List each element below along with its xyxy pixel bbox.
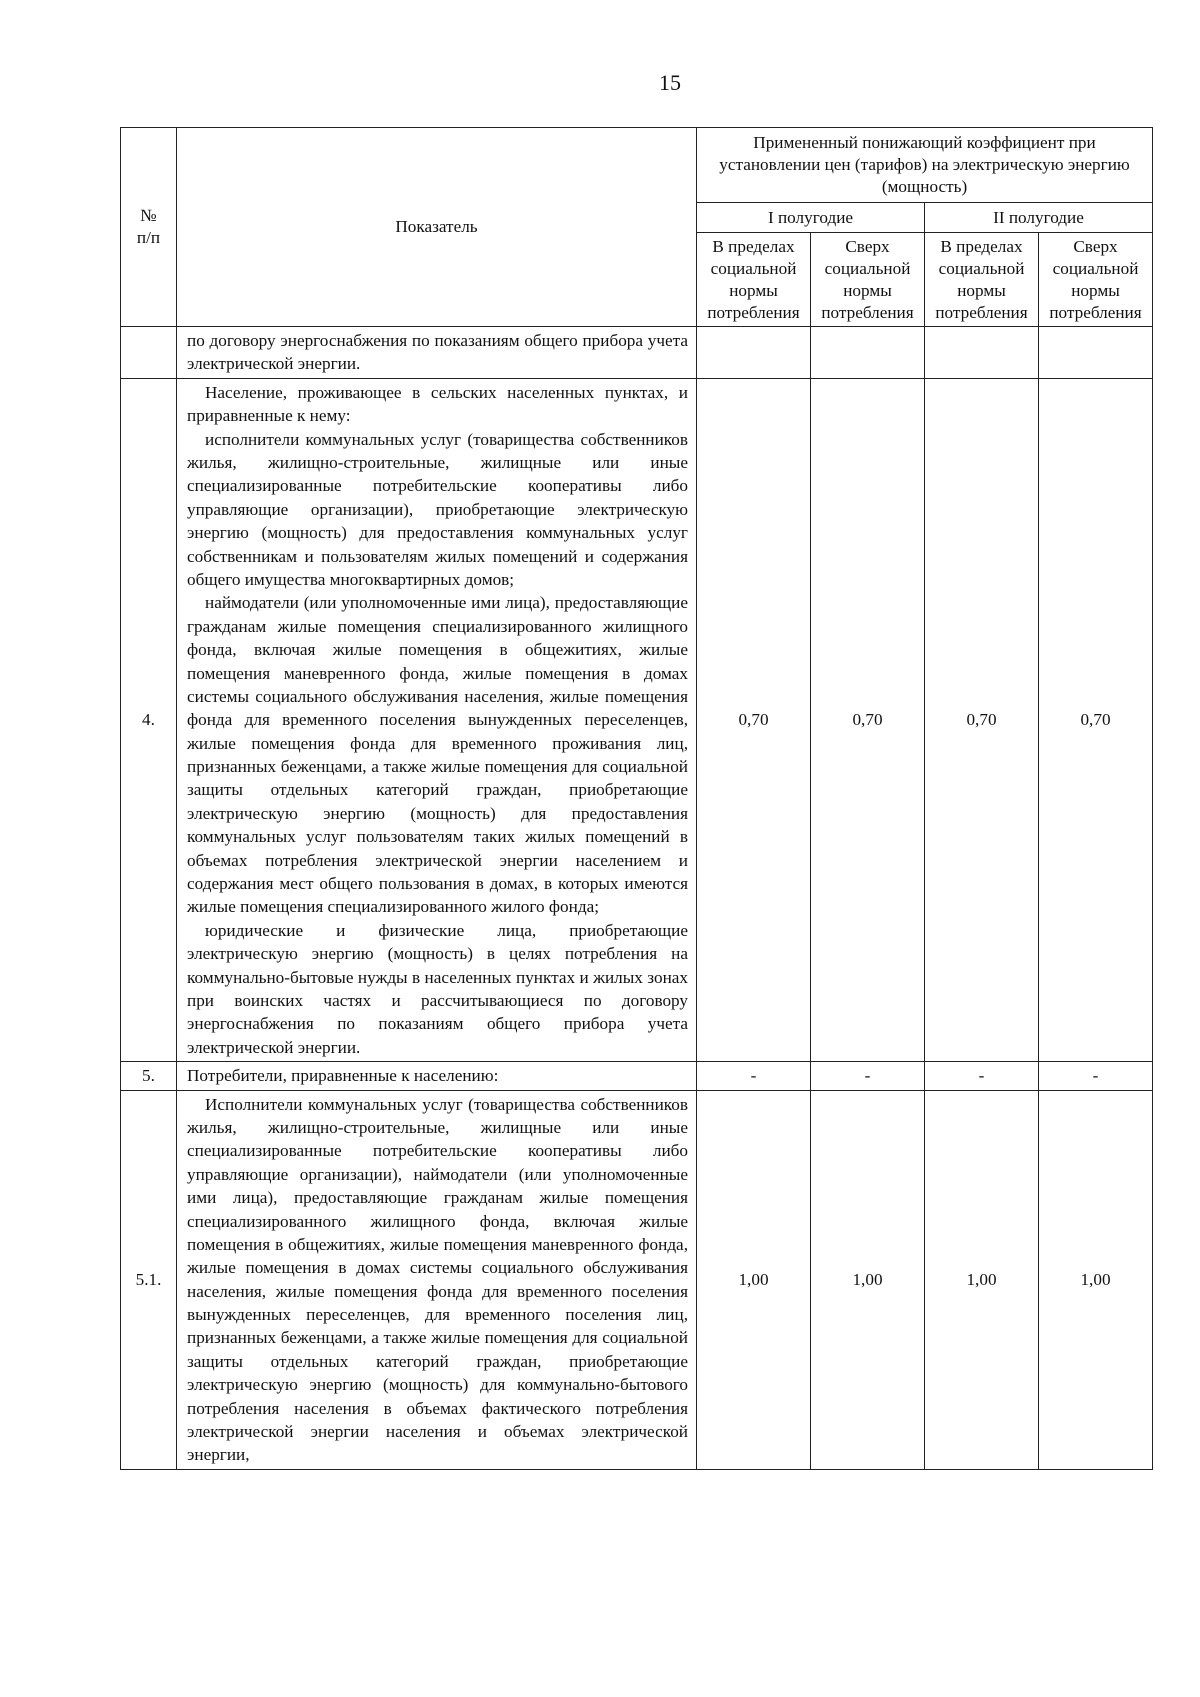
value-h1-within: 1,00 (697, 1090, 811, 1469)
table-row (121, 1090, 1153, 1469)
row-paragraph: наймодатели (или уполномоченные ими лица), предоставляющие гражданам жилые помещения специализированного жилищного фонда, включая жилые помещения в общежитиях, жилые помещения маневренного фонда, жилые помещения в домах системы социального обслуживания населения, жилые помещения фонда для временного поселения вынужденных переселенцев, жилые помещения фонда для временного проживания лиц, признанных беженцами, а также жилые помещения для социальной защиты отдельных категорий граждан, приобретающие электрическую энергию (мощность) для предоставления коммунальных услуг пользователям таких жилых помещений в объемах потребления электрической энергии населением и содержания мест общего пользования в домах, в которых имеются жилые помещения специализированного жилого фонда; (187, 593, 688, 917)
header-row-1 (121, 128, 1153, 203)
value-h2-above: 0,70 (1039, 378, 1153, 1061)
header-h1-within-norm: В пределах социальной нормы потребления (697, 233, 811, 327)
value-h2-within (925, 327, 1039, 379)
header-number (121, 128, 177, 327)
header-half-2: II полугодие (925, 203, 1153, 233)
row-indicator-text (177, 327, 697, 379)
value-h1-above: 0,70 (811, 378, 925, 1061)
table-row (121, 378, 1153, 1061)
row-indicator-text (177, 1090, 697, 1469)
value-h1-above: - (811, 1062, 925, 1090)
value-h2-within: - (925, 1062, 1039, 1090)
header-number-symbol: № (140, 206, 157, 225)
row-number: 4. (121, 378, 177, 1061)
row-number (121, 327, 177, 379)
value-h2-above (1039, 327, 1153, 379)
row-number: 5.1. (121, 1090, 177, 1469)
header-coefficient: Примененный понижающий коэффициент при установлении цен (тарифов) на электрическую энергию (мощность) (697, 128, 1153, 203)
value-h2-within: 0,70 (925, 378, 1039, 1061)
row-indicator-text (177, 378, 697, 1061)
page-number: 15 (659, 70, 681, 95)
value-h1-above (811, 327, 925, 379)
row-number: 5. (121, 1062, 177, 1090)
value-h2-above: 1,00 (1039, 1090, 1153, 1469)
value-h1-within: 0,70 (697, 378, 811, 1061)
row-paragraph: юридические и физические лица, приобретающие электрическую энергию (мощность) в целях потребления на коммунально-бытовые нужды в населенных пунктах и жилых зонах при воинских частях и рассчитывающиеся по договору энергоснабжения по показаниям общего прибора учета электрической энергии. (187, 920, 688, 1057)
header-h2-above-norm: Сверх социальной нормы потребления (1039, 233, 1153, 327)
table-row (121, 1062, 1153, 1090)
value-h1-above: 1,00 (811, 1090, 925, 1469)
value-h1-within (697, 327, 811, 379)
header-h1-above-norm: Сверх социальной нормы потребления (811, 233, 925, 327)
header-indicator: Показатель (177, 128, 697, 327)
header-half-1: I полугодие (697, 203, 925, 233)
value-h2-above: - (1039, 1062, 1153, 1090)
header-number-abbr: п/п (136, 228, 161, 248)
row-paragraph: по договору энергоснабжения по показаниям общего прибора учета электрической энергии. (187, 331, 688, 374)
row-paragraph: Исполнители коммунальных услуг (товарищества собственников жилья, жилищно-строительные, жилищные или иные специализированные потребительские кооперативы либо управляющие организации), наймодатели (или уполномоченные ими лица), предоставляющие гражданам жилые помещения специализированного жилищного фонда, включая жилые помещения в общежитиях, жилые помещения маневренного фонда, жилые помещения в домах системы социального обслуживания населения, жилые помещения фонда для временного поселения вынужденных переселенцев, для временного поселения лиц, признанных беженцами, а также жилые помещения для социальной защиты отдельных категорий граждан, приобретающие электрическую энергию (мощность) для коммунально-бытового потребления населения в объемах фактического потребления электрической энергии населения и объемах электрической энергии, (187, 1094, 688, 1465)
value-h1-within: - (697, 1062, 811, 1090)
value-h2-within: 1,00 (925, 1090, 1039, 1469)
row-paragraph: исполнители коммунальных услуг (товарищества собственников жилья, жилищно-строительные, жилищные или иные специализированные потребительские кооперативы либо управляющие организации), приобретающие электрическую энергию (мощность) для предоставления коммунальных услуг собственникам и пользователям жилых помещений и содержания общего имущества многоквартирных домов; (187, 429, 688, 589)
row-indicator-text (177, 1062, 697, 1090)
row-paragraph: Население, проживающее в сельских населенных пунктах, и приравненные к нему: (187, 382, 688, 426)
header-h2-within-norm: В пределах социальной нормы потребления (925, 233, 1039, 327)
tariff-coefficient-table (120, 127, 1153, 1470)
row-paragraph: Потребители, приравненные к населению: (187, 1066, 499, 1086)
table-row (121, 327, 1153, 379)
